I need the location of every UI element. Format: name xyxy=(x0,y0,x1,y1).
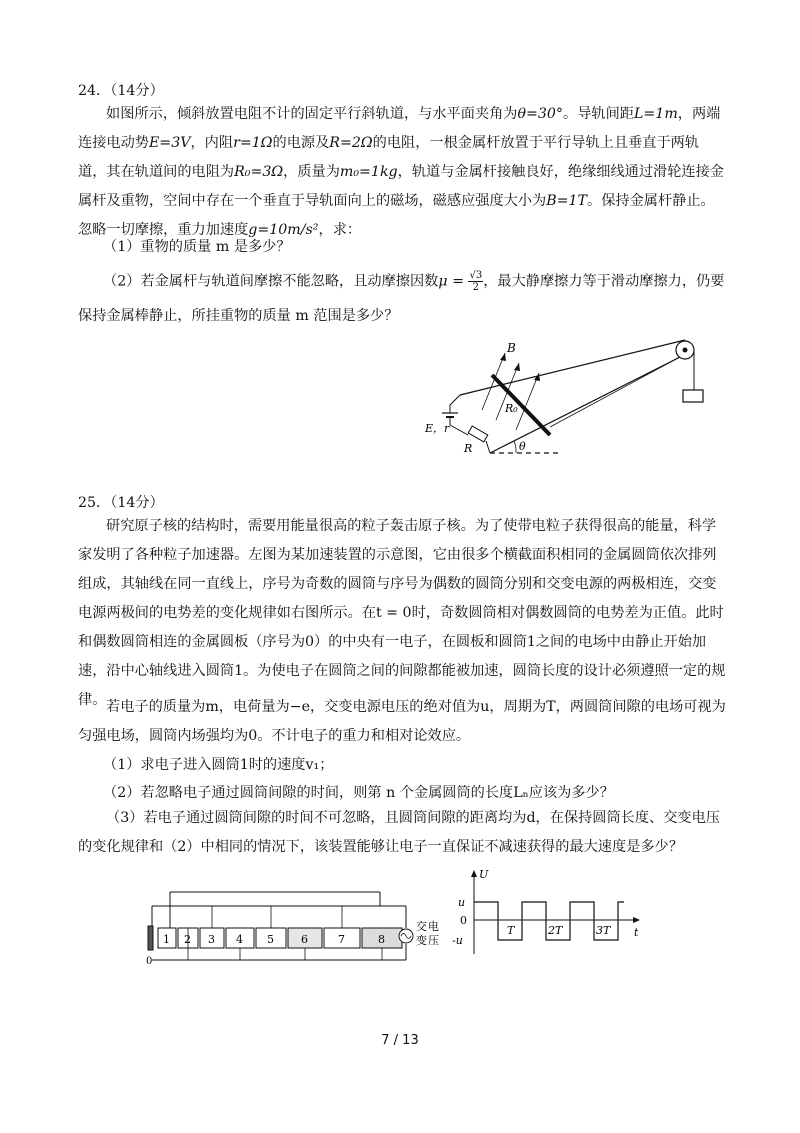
resistor xyxy=(468,426,488,442)
tube-label-6: 6 xyxy=(301,933,308,946)
q25-part1: （1）求电子进入圆筒1时的速度v₁； xyxy=(103,757,334,773)
q25-voltage-graph xyxy=(448,868,648,958)
q25-part3: （3）若电子通过圆筒间隙的时间不可忽略，且圆筒间隙的距离均为d，在保持圆筒长度、交变电压的变化规律和（2）中相同的情况下，该装置能够让电子一直保证不减速获得的最大速度是多少？ xyxy=(78,810,720,855)
metal-plate-0 xyxy=(148,926,153,950)
r-label: R xyxy=(464,442,473,455)
q25-para2: 若电子的质量为m，电荷量为−e，交变电源电压的绝对值为u，周期为T，两圆筒间隙的电场可视为匀强电场，圆筒内场强均为0。不计电子的重力和相对论效应。 xyxy=(78,699,726,744)
q24-stem: 如图所示，倾斜放置电阻不计的固定平行斜轨道，与水平面夹角为θ=30°。导轨间距L=1m，两端连接电动势E=3V，内阻r=1Ω的电源及R=2Ω的电阻，一根金属杆放置于平行导轨上且垂直于两轨道，其在轨道间的电阻为R₀=3Ω，质量为m₀=1kg，轨道与金属杆接触良好，绝缘细线通过滑轮连接金属杆及重物，空间中存在一个垂直于导轨面向上的磁场，磁感应强度大小为B=1T。保持金属杆静止。忽略一切摩擦，重力加速度g=10m/s²，求： xyxy=(78,106,724,238)
tube-label-7: 7 xyxy=(338,933,345,946)
string-to-rod xyxy=(550,357,680,427)
zero-tick: 0 xyxy=(460,914,467,927)
b-arrow-head-2 xyxy=(514,363,520,371)
plate-label: 0 xyxy=(146,956,153,967)
page-number: 7 / 13 xyxy=(381,1033,419,1048)
source-label-2: 变 xyxy=(416,934,427,947)
wire-bottom xyxy=(486,441,490,453)
rail-top xyxy=(460,340,685,395)
source-label-3: 电 xyxy=(428,920,439,933)
tube-label-1: 1 xyxy=(163,933,170,946)
q24-part2-cont: 保持金属棒静止，所挂重物的质量 m 范围是多少？ xyxy=(78,308,399,324)
source-label-4: 压 xyxy=(428,934,439,947)
x-axis-label: t xyxy=(634,926,639,939)
x-axis-arrow-icon xyxy=(633,917,640,923)
tick-2T: 2T xyxy=(548,924,563,937)
b-field-arrow-1 xyxy=(482,353,505,410)
tube-label-2: 2 xyxy=(184,933,191,946)
q25-header: 25．（14分） xyxy=(78,495,164,511)
q24-part2: （2）若金属杆与轨道间摩擦不能忽略，且动摩擦因数μ = $\frac{√3}{2}$ ，最大静摩擦力等于滑动摩擦力，仍要 xyxy=(103,270,725,293)
tube-label-5: 5 xyxy=(267,933,274,946)
tube-label-8: 8 xyxy=(378,933,385,946)
q24-part1: （1）重物的质量 m 是多少？ xyxy=(103,239,291,255)
tube-label-3: 3 xyxy=(208,933,215,946)
theta-label: θ xyxy=(519,440,526,453)
u-tick: u xyxy=(458,896,466,909)
hanging-weight xyxy=(683,390,703,402)
q25-accelerator-figure xyxy=(140,888,440,968)
mu-fraction: $\frac{√3}{2}$ xyxy=(469,270,483,293)
tube-label-4: 4 xyxy=(236,933,243,946)
pulley-axle xyxy=(683,348,688,353)
y-axis-label: U xyxy=(479,868,489,881)
b-label: B xyxy=(507,341,516,355)
y-axis-arrow-icon xyxy=(471,870,477,877)
metal-rod xyxy=(492,375,550,435)
wire-mid xyxy=(450,417,468,435)
q24-header: 24．（14分） xyxy=(78,83,164,99)
tube-group xyxy=(158,928,402,948)
tick-3T: 3T xyxy=(596,924,611,937)
e-r-label: E，r xyxy=(425,422,450,435)
theta-arc xyxy=(514,441,516,453)
q25-part2: （2）若忽略电子通过圆筒间隙的时间，则第 n 个金属圆筒的长度Lₙ应该为多少？ xyxy=(103,785,614,801)
q25-para1: 研究原子核的结构时，需要用能量很高的粒子轰击原子核。为了使带电粒子获得很高的能量，科学家发明了各种粒子加速器。左图为某加速装置的示意图，它由很多个横截面积相同的金属圆筒依次排列组成，其轴线在同一直线上，序号为奇数的圆筒与序号为偶数的圆筒分别和交变电源的两极相连，交变电源两极间的电势差的变化规律如右图所示。在t = 0时，奇数圆筒相对偶数圆筒的电势差为正值。此时和偶数圆筒相连的金属圆板（序号为0）的中央有一电子，在圆板和圆筒1之间的电场中由静止开始加速，沿中心轴线进入圆筒1。为使电子在圆筒之间的间隙都能被加速，圆筒长度的设计必须遵照一定的规律。 xyxy=(78,518,726,708)
wire-top xyxy=(450,395,460,413)
q24-figure xyxy=(420,335,720,465)
b-arrow-head-1 xyxy=(500,353,506,361)
r0-label: R₀ xyxy=(505,402,518,415)
tick-T: T xyxy=(507,924,515,937)
neg-u-tick: -u xyxy=(452,934,463,947)
source-label-1: 交 xyxy=(416,920,427,933)
